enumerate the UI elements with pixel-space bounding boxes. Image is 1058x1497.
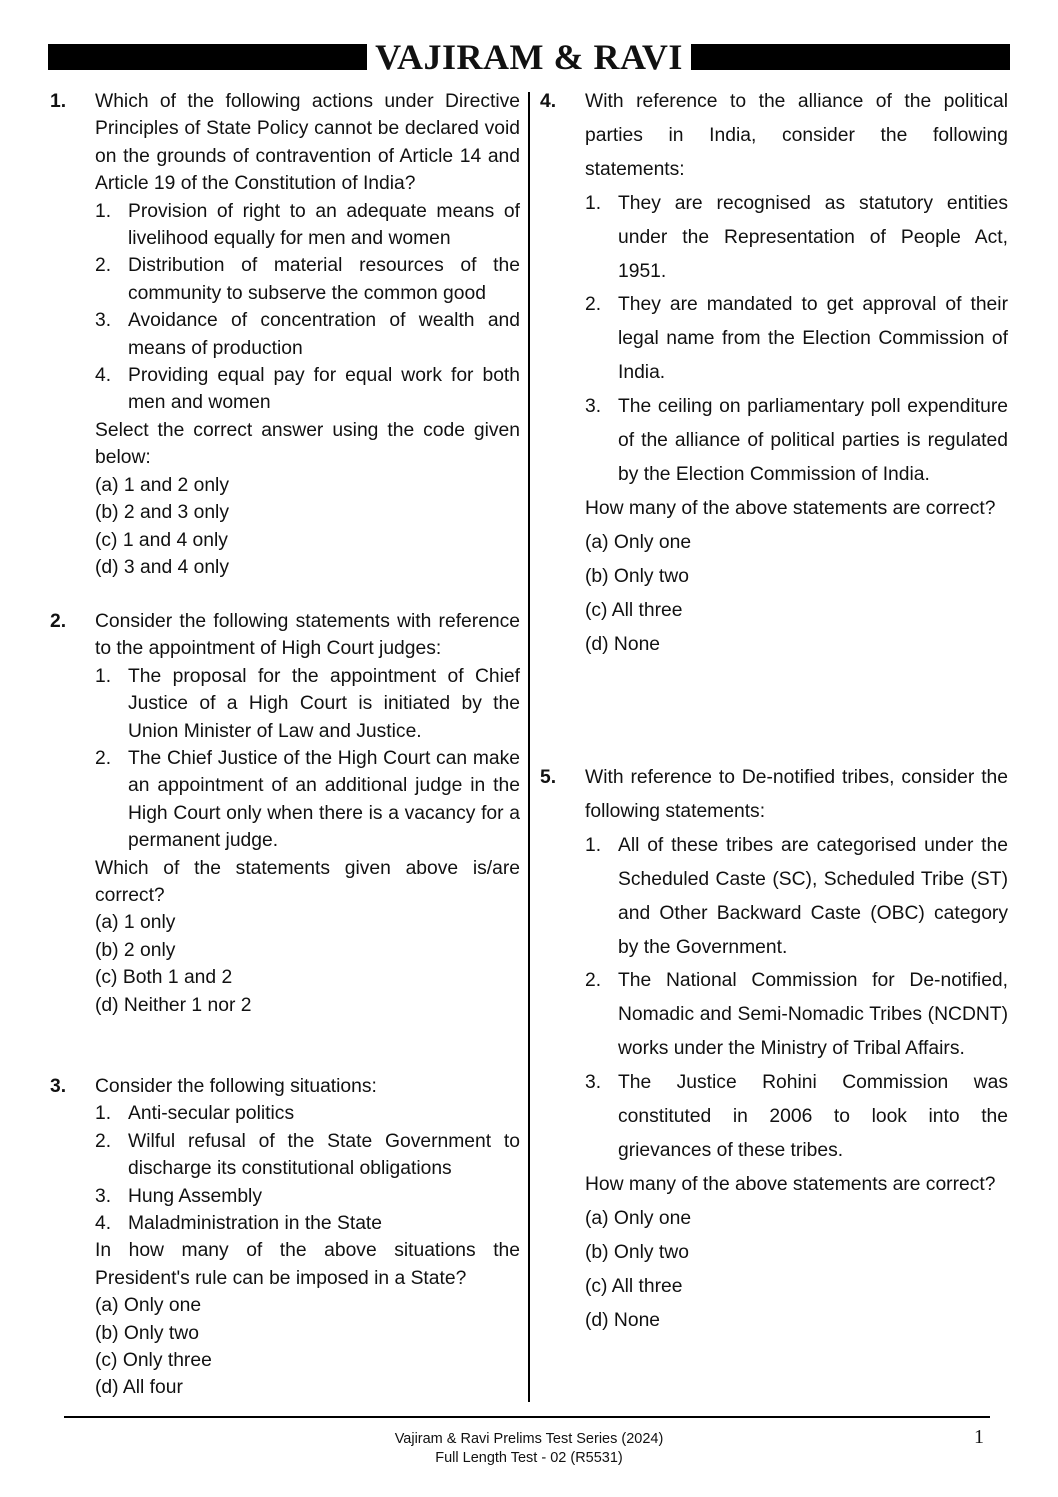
statement [95, 1100, 520, 1127]
answer-option: (c) 1 and 4 only [95, 529, 228, 551]
answer-option: (d) 3 and 4 only [95, 556, 229, 578]
statement-number: 3. [95, 310, 112, 332]
answer-option: (c) All three [585, 599, 683, 621]
question [50, 608, 520, 1019]
statement-text: Anti-secular politics [128, 1103, 295, 1125]
statement-number: 2. [95, 748, 112, 770]
answer-option: (d) None [585, 1309, 661, 1331]
question-row [50, 88, 520, 581]
footer [0, 1430, 1058, 1468]
statement-text: They are recognised as statutory entities under the Representation of People Act, 1951. [618, 192, 1008, 282]
statement [585, 1066, 1008, 1168]
statement-number: 3. [585, 396, 602, 418]
statement-number: 1. [95, 200, 112, 222]
footer-test: Full Length Test - 02 (R5531) [435, 1450, 623, 1466]
question [50, 1073, 520, 1402]
statement [95, 307, 520, 362]
statement-number: 4. [95, 1213, 112, 1235]
statement [585, 288, 1008, 390]
question-stem: With reference to the alliance of the political parties in India, consider the following statements: [585, 91, 1008, 180]
statement [95, 252, 520, 307]
question-number: 5. [540, 767, 557, 788]
statement-text: They are mandated to get approval of their legal name from the Election Commission of India. [618, 294, 1008, 384]
statement-number: 3. [95, 1185, 112, 1207]
question [540, 85, 1008, 661]
question-row [50, 1073, 520, 1402]
answer-option: (d) Neither 1 nor 2 [95, 994, 252, 1016]
statement-text: All of these tribes are categorised under the Scheduled Caste (SC), Scheduled Tribe (ST) and Other Backward Caste (OBC) category by the Government. [618, 834, 1008, 958]
statement-text: The proposal for the appointment of Chief Justice of a High Court is initiated by the Union Minister of Law and Justice. [128, 665, 520, 742]
brand-title: VAJIRAM & RAVI [375, 37, 683, 77]
question-stem: Which of the following actions under Directive Principles of State Policy cannot be declared void on the grounds of contravention of Article 14 and Article 19 of the Constitution of India? [95, 91, 520, 195]
question-prompt: How many of the above statements are correct? [585, 497, 996, 519]
statement [585, 187, 1008, 289]
answer-option: (b) 2 only [95, 939, 176, 961]
answer-option: (b) Only two [585, 565, 689, 587]
question-prompt: In how many of the above situations the President's rule can be imposed in a State? [95, 1240, 520, 1289]
statement-number: 2. [95, 255, 112, 277]
answer-option: (b) Only two [585, 1241, 689, 1263]
statement-number: 1. [585, 834, 602, 856]
statement [95, 362, 520, 417]
statement-text: Avoidance of concentration of wealth and means of production [128, 310, 520, 359]
answer-option: (a) Only one [585, 1207, 692, 1229]
footer-rule [64, 1416, 990, 1418]
question-number: 2. [50, 611, 67, 632]
answer-option: (b) 2 and 3 only [95, 502, 229, 524]
answer-option: (a) 1 only [95, 912, 176, 934]
question-row [50, 608, 520, 1019]
question-number: 3. [50, 1076, 67, 1097]
question-body [95, 608, 520, 1019]
statement-text: Provision of right to an adequate means of livelihood equally for men and women [128, 200, 520, 250]
column-divider [528, 92, 530, 1402]
statement-text: Hung Assembly [128, 1185, 262, 1207]
answer-option: (b) Only two [95, 1322, 199, 1344]
statement [95, 745, 520, 855]
question-body [95, 1073, 520, 1402]
statement [95, 663, 520, 745]
statement-number: 3. [585, 1072, 602, 1094]
answer-option: (c) Only three [95, 1350, 212, 1372]
statement [95, 198, 520, 253]
question-prompt: How many of the above statements are correct? [585, 1173, 996, 1195]
statement-text: Wilful refusal of the State Government to discharge its constitutional obligations [128, 1130, 520, 1180]
statement-number: 4. [95, 365, 112, 387]
statement-text: Distribution of material resources of the community to subserve the common good [128, 255, 520, 304]
statement-text: The National Commission for De-notified, Nomadic and Semi-Nomadic Tribes (NCDNT) works under the Ministry of Tribal Affairs. [618, 970, 1008, 1060]
statement-number: 2. [95, 1130, 112, 1152]
footer-series: Vajiram & Ravi Prelims Test Series (2024) [394, 1431, 664, 1447]
question-row [540, 761, 1008, 1337]
question-number: 1. [50, 91, 67, 112]
question [540, 761, 1008, 1337]
statement [95, 1183, 520, 1210]
statement-number: 1. [95, 665, 112, 687]
answer-option: (a) Only one [95, 1295, 202, 1317]
statement [95, 1128, 520, 1183]
statement-text: Maladministration in the State [128, 1213, 382, 1235]
statement-text: The ceiling on parliamentary poll expenditure of the alliance of political parties is regulated by the Election Commission of India. [618, 396, 1008, 485]
question [50, 88, 520, 581]
question-row [540, 85, 1008, 661]
question-body [585, 85, 1008, 661]
statement [585, 390, 1008, 492]
question-prompt: Select the correct answer using the code given below: [95, 419, 520, 469]
question-body [95, 88, 520, 581]
statement [585, 964, 1008, 1066]
statement [95, 1210, 520, 1237]
question-stem: Consider the following statements with reference to the appointment of High Court judges: [95, 611, 520, 660]
statement-text: The Chief Justice of the High Court can make an appointment of an additional judge in the High Court only when there is a vacancy for a permanent judge. [128, 748, 520, 852]
answer-option: (a) Only one [585, 531, 692, 553]
answer-option: (c) All three [585, 1275, 683, 1297]
answer-option: (d) All four [95, 1377, 183, 1399]
header-bar-left [48, 44, 367, 70]
page-header [48, 37, 1010, 77]
statement-number: 1. [95, 1103, 112, 1125]
question-stem: Consider the following situations: [95, 1076, 377, 1097]
statement [585, 829, 1008, 965]
question-number: 4. [540, 91, 557, 112]
question-stem: With reference to De-notified tribes, consider the following statements: [585, 767, 1008, 822]
question-prompt: Which of the statements given above is/are correct? [95, 857, 520, 907]
statement-number: 2. [585, 970, 602, 992]
header-bar-right [691, 44, 1010, 70]
page-number: 1 [974, 1426, 984, 1448]
statement-text: Providing equal pay for equal work for both men and women [128, 365, 520, 414]
statement-number: 1. [585, 192, 602, 214]
answer-option: (c) Both 1 and 2 [95, 967, 233, 989]
answer-option: (a) 1 and 2 only [95, 474, 229, 496]
question-body [585, 761, 1008, 1337]
statement-number: 2. [585, 294, 602, 316]
statement-text: The Justice Rohini Commission was constituted in 2006 to look into the grievances of these tribes. [618, 1072, 1008, 1161]
answer-option: (d) None [585, 633, 661, 655]
